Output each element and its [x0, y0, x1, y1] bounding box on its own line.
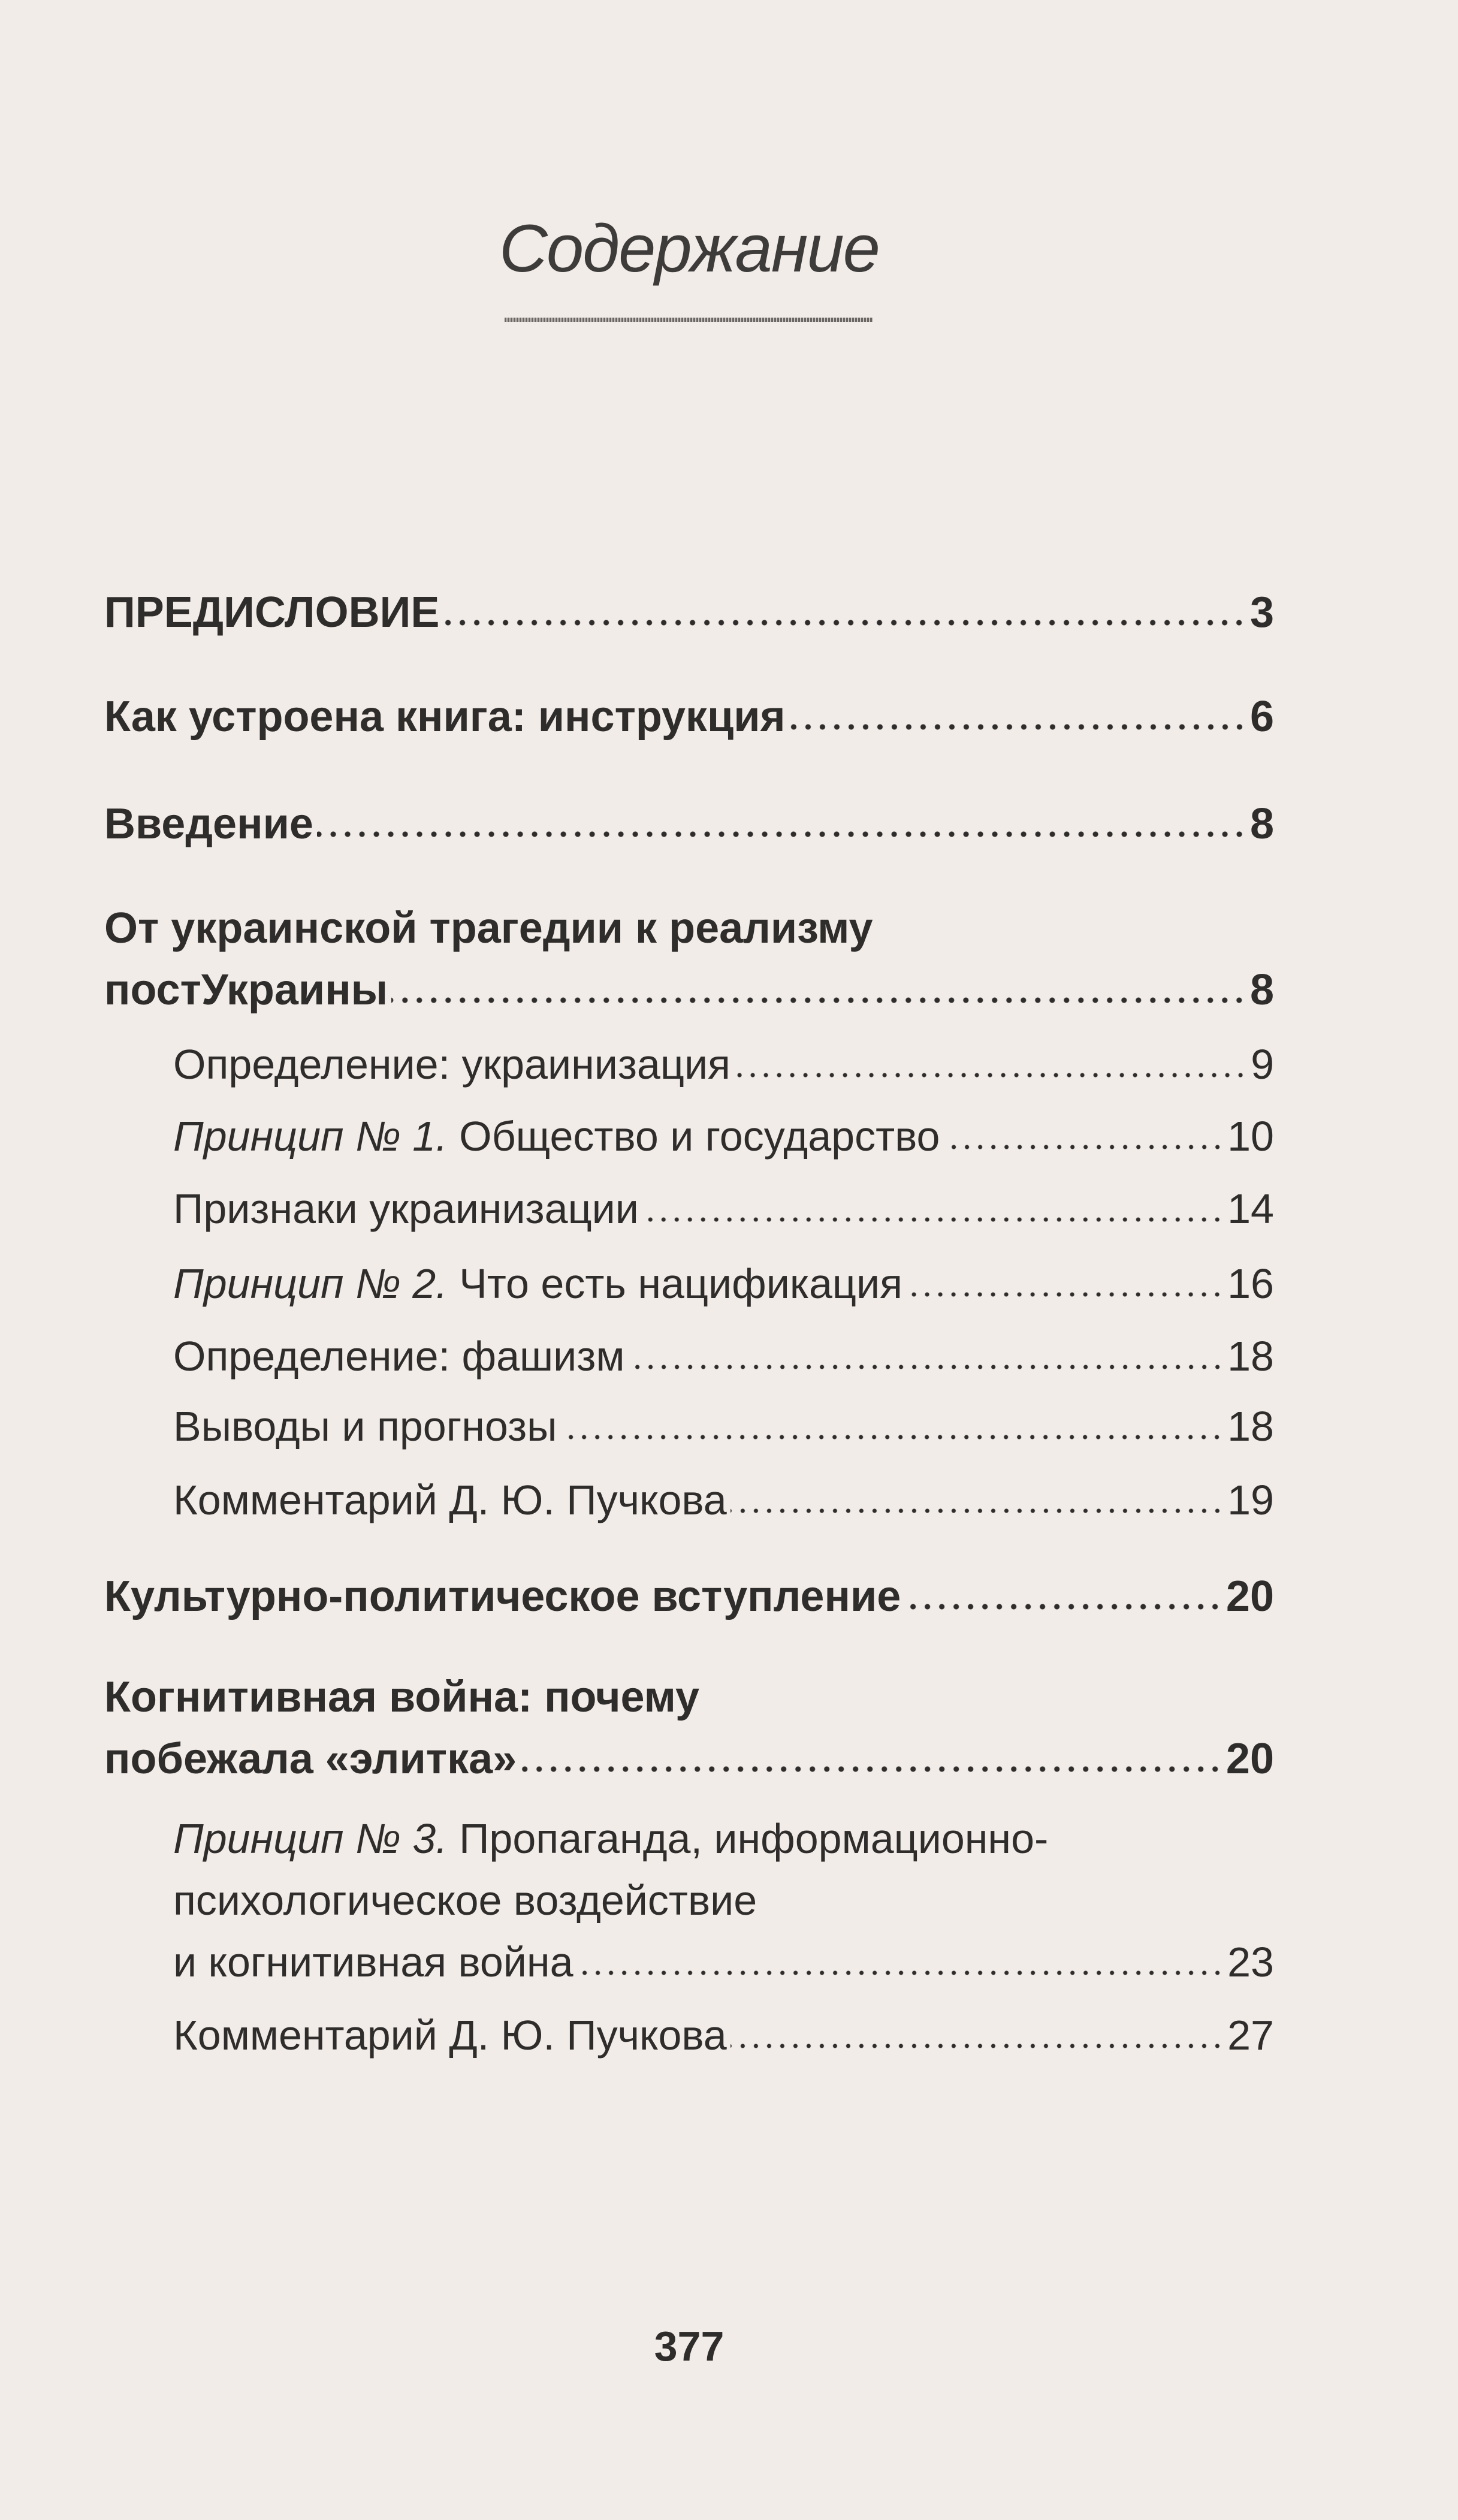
dot-leader [789, 723, 1246, 731]
toc-entry-line [104, 959, 1274, 1021]
toc-entry-line [104, 898, 1274, 959]
toc-entry-line [104, 1667, 1274, 1728]
toc-entry-title: Как устроена книга: инструкция [104, 693, 786, 741]
toc-entry-title: и когнитивная война [173, 1939, 573, 1985]
dot-leader [642, 1216, 1224, 1223]
toc-entry-line [104, 686, 1274, 748]
dot-leader [730, 1507, 1224, 1514]
toc-title: Содержание [499, 211, 879, 286]
toc-entry-line [173, 1808, 1274, 1870]
page-number: 377 [654, 2323, 725, 2370]
toc-entry-page: 27 [1227, 2012, 1274, 2059]
toc-entry [173, 2005, 1274, 2066]
toc-entry [173, 1808, 1274, 1993]
toc-entry-page: 18 [1227, 1403, 1274, 1450]
toc-entry [173, 1469, 1274, 1531]
dot-leader [734, 1072, 1247, 1079]
toc-entry-line [104, 582, 1274, 644]
dot-leader [904, 1602, 1222, 1611]
toc-entry-title: Комментарий Д. Ю. Пучкова [173, 1477, 727, 1523]
toc-entry [104, 582, 1274, 644]
toc-entry-page: 16 [1227, 1260, 1274, 1307]
title-underline [505, 318, 873, 322]
toc-entry-title: ПРЕДИСЛОВИЕ [104, 588, 440, 636]
toc-entry-page: 20 [1225, 1573, 1274, 1620]
toc-entry-title: Что есть нацификация [447, 1260, 903, 1307]
toc-entry-prefix: Принцип № 2. [173, 1260, 448, 1307]
toc-entry [104, 1667, 1274, 1790]
toc-entry-title: Комментарий Д. Ю. Пучкова [173, 2012, 727, 2059]
dot-leader [391, 996, 1246, 1004]
dot-leader [577, 1969, 1224, 1976]
dot-leader [944, 1143, 1224, 1151]
toc-entry-title: Когнитивная война: почему [104, 1673, 699, 1721]
toc-entry-line [173, 1469, 1274, 1531]
toc-entry-title: От украинской трагедии к реализму [104, 904, 873, 952]
toc-entry-page: 19 [1227, 1477, 1274, 1523]
toc-entry-page: 14 [1227, 1185, 1274, 1232]
toc-entry-page: 18 [1227, 1333, 1274, 1380]
toc-entry-title: Культурно-политическое вступление [104, 1573, 901, 1620]
toc-entry-line [173, 1870, 1274, 1932]
toc-entry [173, 1326, 1274, 1387]
toc-entry [104, 898, 1274, 1021]
toc-entry-title: побежала «элитка» [104, 1735, 517, 1783]
toc-entry-title: Определение: фашизм [173, 1333, 625, 1380]
dot-leader [629, 1363, 1224, 1371]
toc-entry-title: постУкраины [104, 966, 388, 1014]
toc-entry [173, 1106, 1274, 1167]
toc-entry-line [173, 1106, 1274, 1167]
toc-entry-page: 20 [1225, 1735, 1274, 1783]
toc-entry-line [173, 1178, 1274, 1240]
toc-entry [104, 793, 1274, 855]
toc-entry [173, 1396, 1274, 1457]
toc-entry-line [173, 1253, 1274, 1315]
dot-leader [906, 1291, 1224, 1298]
toc-entry-page: 3 [1249, 588, 1274, 636]
toc-entry-line [104, 1566, 1274, 1628]
toc-entry [173, 1178, 1274, 1240]
dot-leader [317, 830, 1246, 838]
toc-entry-page: 8 [1249, 800, 1274, 848]
toc-entry-line [173, 1034, 1274, 1095]
toc-entry-title: Определение: украинизация [173, 1041, 730, 1088]
dot-leader [730, 2042, 1224, 2050]
toc-entry [173, 1253, 1274, 1315]
toc-entry-page: 9 [1251, 1041, 1274, 1088]
toc-entry-title: Выводы и прогнозы [173, 1403, 557, 1450]
toc-entry-line [173, 2005, 1274, 2066]
toc-entry [173, 1034, 1274, 1095]
toc-entry-page: 23 [1227, 1939, 1274, 1985]
toc-entry-line [104, 1728, 1274, 1790]
toc-entry-title: Общество и государство [447, 1113, 940, 1160]
toc-entry-line [173, 1326, 1274, 1387]
toc-entry-page: 8 [1249, 966, 1274, 1014]
toc-entry-title: психологическое воздействие [173, 1877, 757, 1924]
toc-entry-page: 6 [1249, 693, 1274, 741]
toc-entry [104, 686, 1274, 748]
dot-leader [520, 1765, 1222, 1773]
toc-entry-title: Пропаганда, информационно- [447, 1815, 1049, 1862]
toc-entry-line [173, 1932, 1274, 1993]
toc-entry-prefix: Принцип № 1. [173, 1113, 448, 1160]
toc-entry-page: 10 [1227, 1113, 1274, 1160]
toc-entry-line [104, 793, 1274, 855]
toc-entry-prefix: Принцип № 3. [173, 1815, 448, 1862]
toc-entry-title: Введение [104, 800, 313, 848]
dot-leader [443, 618, 1246, 627]
toc-entry-title: Признаки украинизации [173, 1185, 639, 1232]
toc-entry [104, 1566, 1274, 1628]
dot-leader [560, 1433, 1224, 1441]
toc-entry-line [173, 1396, 1274, 1457]
